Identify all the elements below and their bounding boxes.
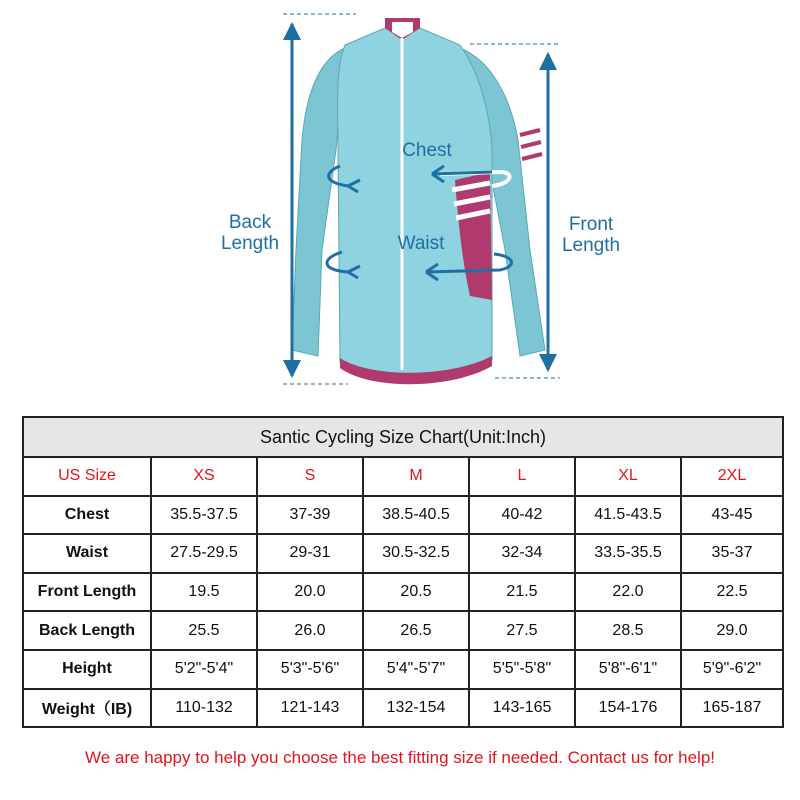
back-length-label: Back Length <box>220 212 280 254</box>
table-cell: 43-45 <box>681 496 783 535</box>
size-chart-title: Santic Cycling Size Chart(Unit:Inch) <box>23 417 783 457</box>
table-cell: 19.5 <box>151 573 257 612</box>
table-cell: 21.5 <box>469 573 575 612</box>
header-cell: US Size <box>23 457 151 496</box>
size-header-row <box>23 457 783 496</box>
row-label: Weight（IB) <box>23 689 151 728</box>
table-row <box>23 534 783 573</box>
row-label: Height <box>23 650 151 689</box>
sleeve-stripe <box>520 130 540 135</box>
table-cell: 20.5 <box>363 573 469 612</box>
table-cell: 28.5 <box>575 611 681 650</box>
table-cell: 40-42 <box>469 496 575 535</box>
left-sleeve <box>292 48 345 356</box>
table-row <box>23 573 783 612</box>
table-cell: 22.0 <box>575 573 681 612</box>
size-chart-table <box>22 416 784 728</box>
table-cell: 154-176 <box>575 689 681 728</box>
back-length-arrowhead-down <box>283 360 301 378</box>
table-cell: 121-143 <box>257 689 363 728</box>
table-cell: 165-187 <box>681 689 783 728</box>
row-label: Back Length <box>23 611 151 650</box>
table-cell: 35-37 <box>681 534 783 573</box>
header-cell: M <box>363 457 469 496</box>
table-cell: 30.5-32.5 <box>363 534 469 573</box>
back-length-arrowhead-up <box>283 22 301 40</box>
sleeve-stripe <box>521 142 541 147</box>
front-length-arrowhead-down <box>539 354 557 372</box>
chest-label: Chest <box>402 140 452 161</box>
table-cell: 33.5-35.5 <box>575 534 681 573</box>
table-cell: 35.5-37.5 <box>151 496 257 535</box>
sleeve-logo <box>516 112 536 128</box>
table-cell: 5'3"-5'6" <box>257 650 363 689</box>
row-label: Waist <box>23 534 151 573</box>
front-length-label: Front Length <box>561 214 621 256</box>
header-cell: XL <box>575 457 681 496</box>
table-cell: 27.5-29.5 <box>151 534 257 573</box>
table-cell: 26.5 <box>363 611 469 650</box>
header-cell: L <box>469 457 575 496</box>
table-row <box>23 496 783 535</box>
table-cell: 5'2"-5'4" <box>151 650 257 689</box>
table-cell: 110-132 <box>151 689 257 728</box>
table-cell: 5'5"-5'8" <box>469 650 575 689</box>
table-cell: 25.5 <box>151 611 257 650</box>
table-row <box>23 689 783 728</box>
row-label: Front Length <box>23 573 151 612</box>
table-cell: 38.5-40.5 <box>363 496 469 535</box>
waist-label: Waist <box>397 233 445 254</box>
row-label: Chest <box>23 496 151 535</box>
table-cell: 29-31 <box>257 534 363 573</box>
table-cell: 27.5 <box>469 611 575 650</box>
chest-arrow-line <box>432 172 492 174</box>
table-cell: 37-39 <box>257 496 363 535</box>
table-cell: 132-154 <box>363 689 469 728</box>
header-cell: XS <box>151 457 257 496</box>
table-cell: 5'8"-6'1" <box>575 650 681 689</box>
front-length-arrowhead-up <box>539 52 557 70</box>
contact-note: We are happy to help you choose the best fitting size if needed. Contact us for help! <box>84 748 716 767</box>
table-cell: 32-34 <box>469 534 575 573</box>
table-cell: 20.0 <box>257 573 363 612</box>
table-cell: 41.5-43.5 <box>575 496 681 535</box>
table-cell: 143-165 <box>469 689 575 728</box>
table-cell: 26.0 <box>257 611 363 650</box>
table-cell: 22.5 <box>681 573 783 612</box>
sleeve-stripe <box>522 154 542 159</box>
table-row <box>23 611 783 650</box>
header-cell: S <box>257 457 363 496</box>
table-cell: 5'4"-5'7" <box>363 650 469 689</box>
table-cell: 5'9"-6'2" <box>681 650 783 689</box>
header-cell: 2XL <box>681 457 783 496</box>
table-cell: 29.0 <box>681 611 783 650</box>
table-row <box>23 650 783 689</box>
